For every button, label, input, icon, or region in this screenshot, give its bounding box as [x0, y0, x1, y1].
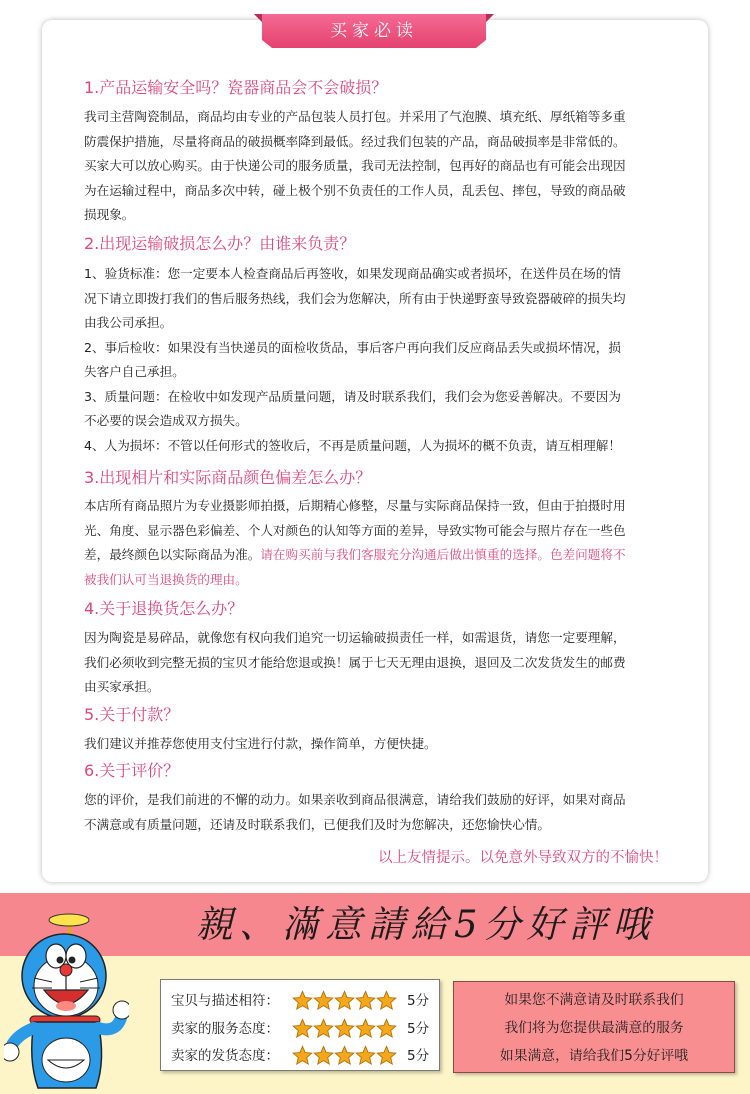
section-body-payment — [84, 732, 437, 757]
rating-label: 卖家的发货态度： — [171, 1048, 279, 1064]
star-icon — [313, 1018, 334, 1039]
friendly-tip: 以上友情提示。以免意外导致双方的不愉快！ — [378, 850, 668, 866]
highlight-text: 被我们认可当退换货的理由。 — [84, 571, 248, 587]
message-line: 如果满意，请给我们5分好评哦 — [499, 1048, 689, 1064]
contact-message-box — [453, 981, 735, 1073]
section-body-damage-responsibility — [84, 262, 626, 458]
text-line: 3、质量问题：在检收中如发现产品质量问题，请及时联系我们，我们会为您妥善解决。不要因为 — [84, 388, 621, 404]
message-line: 如果您不满意请及时联系我们 — [504, 992, 684, 1008]
text-line: 我司主营陶瓷制品，商品均由专业的产品包装人员打包。并采用了气泡膜、填充纸、厚纸箱等多重 — [84, 109, 626, 124]
text-line: 本店所有商品照片为专业摄影师拍摄，后期精心修整，尽量与实际商品保持一致，但由于拍摄时用 — [84, 498, 626, 513]
rating-label: 卖家的服务态度： — [171, 1021, 279, 1037]
text-line: 光、角度、显示器色彩偏差、个人对颜色的认知等方面的差异，导致实物可能会与照片存在一些色 — [84, 522, 626, 538]
star-icon — [313, 1045, 334, 1066]
star-icon — [334, 1045, 355, 1066]
section-body-color-difference — [84, 494, 626, 592]
text-line: 损现象。 — [84, 207, 135, 222]
section-body-shipping-safety — [84, 105, 626, 228]
star-rating — [292, 990, 397, 1012]
section-title-reviews: 6.关于评价？ — [84, 761, 180, 780]
header-title: 买家必读 — [330, 21, 418, 41]
text-line: 1、验货标准：您一定要本人检查商品后再签收，如果发现商品确实或者损坏，在送件员在场的情 — [84, 266, 621, 281]
text-line: 买家大可以放心购买。由于快递公司的服务质量，我司无法控制，包再好的商品也有可能会出现因 — [84, 158, 626, 173]
text-line: 我们建议并推荐您使用支付宝进行付款，操作简单，方便快捷。 — [84, 736, 437, 751]
text-line: 为在运输过程中，商品多次中转，碰上极个别不负责任的工作人员，乱丢包、摔包，导致的商品破 — [84, 182, 626, 198]
star-icon — [376, 1045, 397, 1066]
message-line: 我们将为您提供最满意的服务 — [504, 1020, 684, 1036]
rating-row-shipping — [161, 1043, 441, 1069]
star-rating — [292, 1045, 397, 1067]
text-line: 因为陶瓷是易碎品，就像您有权向我们追究一切运输破损责任一样，如需退货，请您一定要理解， — [84, 630, 626, 645]
doraemon-mascot-icon — [4, 910, 129, 1094]
rating-row-service — [161, 1016, 441, 1042]
star-rating — [292, 1018, 397, 1040]
text-line: 由买家承担。 — [84, 679, 160, 694]
star-icon — [376, 990, 397, 1011]
star-icon — [334, 1018, 355, 1039]
rating-score: 5分 — [407, 1048, 430, 1064]
text-line: 不必要的误会造成双方损失。 — [84, 413, 248, 428]
shop-rating-panel — [160, 979, 440, 1071]
rating-score: 5分 — [407, 993, 430, 1009]
text-line: 况下请立即拨打我们的售后服务热线，我们会为您解决，所有由于快递野蛮导致瓷器破碎的损失均 — [84, 290, 626, 306]
star-icon — [313, 990, 334, 1011]
section-title-damage-responsibility: 2.出现运输破损怎么办？由谁来负责？ — [84, 234, 356, 253]
star-icon — [376, 1018, 397, 1039]
rating-row-description — [161, 988, 441, 1014]
text-line: 由我公司承担。 — [84, 315, 173, 330]
star-icon — [292, 1045, 313, 1066]
text-segment: 差，最终颜色以实际商品为准。 — [84, 547, 261, 562]
star-icon — [334, 990, 355, 1011]
section-body-returns — [84, 626, 626, 700]
rating-label: 宝贝与描述相符： — [171, 993, 279, 1009]
text-line: 失客户自己承担。 — [84, 364, 185, 379]
star-icon — [355, 1018, 376, 1039]
section-title-payment: 5.关于付款？ — [84, 705, 180, 724]
text-line: 2、事后检收：如果没有当快递员的面检收货品，事后客户再向我们反应商品丢失或损坏情况，损 — [84, 339, 621, 355]
header-banner — [254, 14, 494, 48]
slogan-text: 親、滿意請給5分好評哦 — [196, 903, 656, 946]
rating-score: 5分 — [407, 1021, 430, 1037]
section-body-reviews — [84, 788, 626, 837]
text-line: 4、人为损坏：不管以任何形式的签收后，不再是质量问题，人为损坏的概不负责，请互相理解！ — [84, 437, 621, 453]
section-title-color-difference: 3.出现相片和实际商品颜色偏差怎么办？ — [84, 468, 372, 487]
star-icon — [292, 1018, 313, 1039]
section-title-returns: 4.关于退换货怎么办？ — [84, 599, 244, 618]
star-icon — [355, 1045, 376, 1066]
text-line: 我们必须收到完整无损的宝贝才能给您退或换！属于七天无理由退换，退回及二次发货发生的邮费 — [84, 654, 626, 670]
text-line: 不满意或有质量问题，还请及时联系我们，已便我们及时为您解决，还您愉快心情。 — [84, 816, 550, 832]
text-line — [84, 543, 626, 568]
text-line: 防震保护措施，尽量将商品的破损概率降到最低。经过我们包装的产品，商品破损率是非常低的。 — [84, 133, 626, 149]
section-title-shipping-safety: 1.产品运输安全吗？瓷器商品会不会破损？ — [84, 78, 388, 97]
highlight-text: 请在购买前与我们客服充分沟通后做出慎重的选择。色差问题将不 — [260, 547, 626, 562]
star-icon — [355, 990, 376, 1011]
text-line: 您的评价，是我们前进的不懈的动力。如果亲收到商品很满意，请给我们鼓励的好评，如果对商品 — [84, 792, 626, 807]
star-icon — [292, 990, 313, 1011]
